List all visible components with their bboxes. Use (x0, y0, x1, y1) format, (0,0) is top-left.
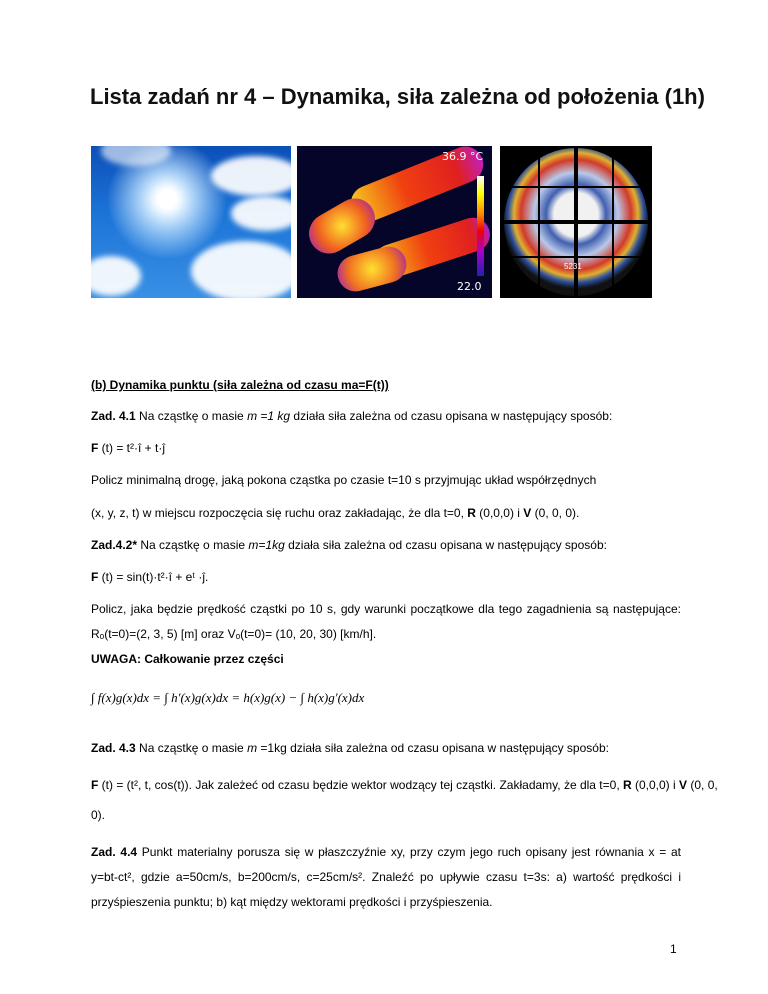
sky-sun-photo (91, 146, 291, 298)
uwaga-heading: UWAGA: Całkowanie przez części (91, 652, 284, 666)
window-text: 5231 (564, 262, 582, 271)
z41-line4: (x, y, z, t) w miejscu rozpoczęcia się ruchu oraz zakładając, że dla t=0, R (0,0,0) i V (0, 0, 0). (91, 506, 580, 520)
z41-line1: Zad. 4.1 Na cząstkę o masie m =1 kg działa siła zależna od czasu opisana w następujący sposób: (91, 409, 613, 423)
thermal-min-label: 22.0 (457, 280, 482, 293)
page-number: 1 (670, 942, 677, 956)
thermal-max-label: 36.9 °C (442, 150, 484, 163)
thermal-image (297, 146, 492, 298)
z42-paragraph: Policz, jaka będzie prędkość cząstki po 10 s, gdy warunki początkowe dla tego zagadnienia są następujące: Rₒ(t=0)=(2, 3, 5) [m] oraz Vₒ(t=0)= (10, 20, 30) [km/h]. (91, 602, 681, 641)
page-title: Lista zadań nr 4 – Dynamika, siła zależna od położenia (1h) (90, 84, 705, 109)
z43-line3: 0). (91, 808, 106, 822)
z43-line2: F (t) = (t², t, cos(t)). Jak zależeć od czasu będzie wektor wodzący tej cząstki. Zakładamy, że dla t=0, R (0,0,0) i V (0, 0, (91, 778, 718, 792)
z41-force: F (t) = t²·î + t·ĵ (91, 441, 166, 455)
integration-by-parts-formula: ∫ f(x)g(x)dx = ∫ h′(x)g(x)dx = h(x)g(x) − ∫ h(x)g′(x)dx (91, 690, 365, 705)
temperature-scale (477, 176, 484, 276)
section-heading: (b) Dynamika punktu (siła zależna od czasu ma=F(t)) (91, 378, 389, 392)
stained-glass-window (500, 146, 652, 298)
z42-line1: Zad.4.2* Na cząstkę o masie m=1kg działa siła zależna od czasu opisana w następujący sposób: (91, 538, 607, 552)
z43-line1: Zad. 4.3 Na cząstkę o masie m =1kg działa siła zależna od czasu opisana w następujący sposób: (91, 741, 609, 755)
z41-line3: Policz minimalną drogę, jaką pokona cząstka po czasie t=10 s przyjmując układ współrzędnych (91, 473, 597, 487)
z44-paragraph: Zad. 4.4 Punkt materialny porusza się w płaszczyźnie xy, przy czym jego ruch opisany jest równania x = at y=bt-ct², gdzie a=50cm/s, b=200cm/s, c=25cm/s². Znaleźć po upływie czasu t=3s: a) wartość prędkości i przyśpieszenia punktu; b) kąt między wektorami prędkości i przyśpieszenia. (91, 845, 681, 909)
z42-force: F (t) = sin(t)·t²·î + eᵗ ·ĵ. (91, 570, 209, 584)
